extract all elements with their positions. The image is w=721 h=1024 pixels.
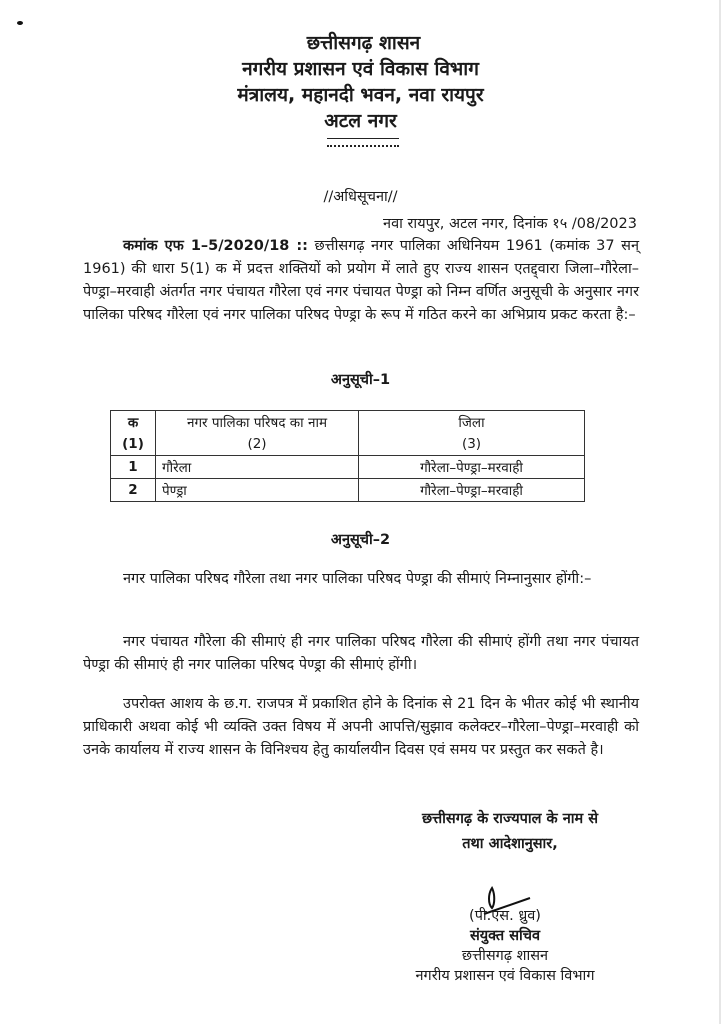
order-reference: कमांक एफ 1–5/2020/18 :: [123, 238, 308, 254]
header-sno-num: (1) [111, 433, 156, 456]
dateline: नवा रायपुर, अटल नगर, दिनांक १५ /08/2023 [383, 216, 637, 232]
header-district: जिला [359, 411, 585, 434]
cell-district: गौरेला–पेण्ड्रा–मरवाही [359, 479, 585, 502]
table-row [111, 479, 585, 502]
governor-order-line2: तथा आदेशानुसार, [462, 836, 558, 852]
cell-sno: 2 [111, 479, 156, 502]
header-council-name-num: (2) [156, 433, 359, 456]
schedule-2-title: अनुसूची–2 [330, 532, 391, 548]
notification-title: //अधिसूचना// [323, 189, 398, 205]
objection-paragraph: उपरोक्त आशय के छ.ग. राजपत्र में प्रकाशित होने के दिनांक से 21 दिन के भीतर कोई भी स्थानीय प्राधिकारी अथवा कोई भी व्यक्ति उक्त विषय में अपनी आपत्ति/सुझाव कलेक्टर–गौरेला–पेण्ड्रा–मरवाही को उनके कार्यालय में राज्य शासन के विनिश्चय हेतु कार्यालयीन दिवस एवं समय पर प्रस्तुत कर सकते है। [83, 696, 639, 758]
governor-order-line1: छत्तीसगढ़ के राज्यपाल के नाम से [421, 811, 599, 827]
header-council-name: नगर पालिका परिषद का नाम [156, 411, 359, 434]
signatory-department: नगरीय प्रशासन एवं विकास विभाग [415, 968, 595, 984]
schedule-1-title: अनुसूची–1 [330, 372, 391, 388]
order-paragraph [83, 235, 639, 327]
table-header-row [111, 411, 585, 434]
letterhead-address: मंत्रालय, महानदी भवन, नवा रायपुर [237, 84, 484, 106]
cell-district: गौरेला–पेण्ड्रा–मरवाही [359, 456, 585, 479]
signatory-government: छत्तीसगढ़ शासन [461, 948, 549, 964]
signatory-designation: संयुक्त सचिव [469, 928, 541, 944]
schedule-2-intro: नगर पालिका परिषद गौरेला तथा नगर पालिका परिषद पेण्ड्रा की सीमाएं निम्नानुसार होंगी:– [123, 571, 592, 587]
letterhead-government: छत्तीसगढ़ शासन [306, 32, 421, 54]
signatory-name: (पी.एस. ध्रुव) [469, 908, 541, 924]
letterhead [0, 30, 721, 134]
table-header-numbers-row [111, 433, 585, 456]
header-sno: क [111, 411, 156, 434]
cell-sno: 1 [111, 456, 156, 479]
table-row [111, 456, 585, 479]
order-body: छत्तीसगढ़ नगर पालिका अधिनियम 1961 (कमांक 37 सन् 1961) की धारा 5(1) क में प्रदत्त शक्तियों को प्रयोग में लाते हुए राज्य शासन एतद्द्वारा जिला–गौरेला–पेण्ड्रा–मरवाही अंतर्गत नगर पंचायत गौरेला एवं नगर पंचायत पेण्ड्रा को निम्न वर्णित अनुसूची के अनुसार नगर पालिका परिषद गौरेला एवं नगर पालिका परिषद पेण्ड्रा के रूप में गठित करने का अभिप्राय प्रकट करता है:– [83, 238, 639, 323]
schedule-1-table [110, 410, 585, 502]
header-district-num: (3) [359, 433, 585, 456]
ink-dot [17, 21, 23, 25]
letterhead-department: नगरीय प्रशासन एवं विकास विभाग [242, 58, 479, 80]
boundary-paragraph: नगर पंचायत गौरेला की सीमाएं ही नगर पालिका परिषद गौरेला की सीमाएं होंगी तथा नगर पंचायत पेण्ड्रा की सीमाएं ही नगर पालिका परिषद पेण्ड्रा की सीमाएं होंगी। [83, 634, 639, 673]
cell-council-name: पेण्ड्रा [156, 479, 359, 502]
header-divider [327, 138, 399, 147]
letterhead-city: अटल नगर [324, 110, 397, 132]
cell-council-name: गौरेला [156, 456, 359, 479]
